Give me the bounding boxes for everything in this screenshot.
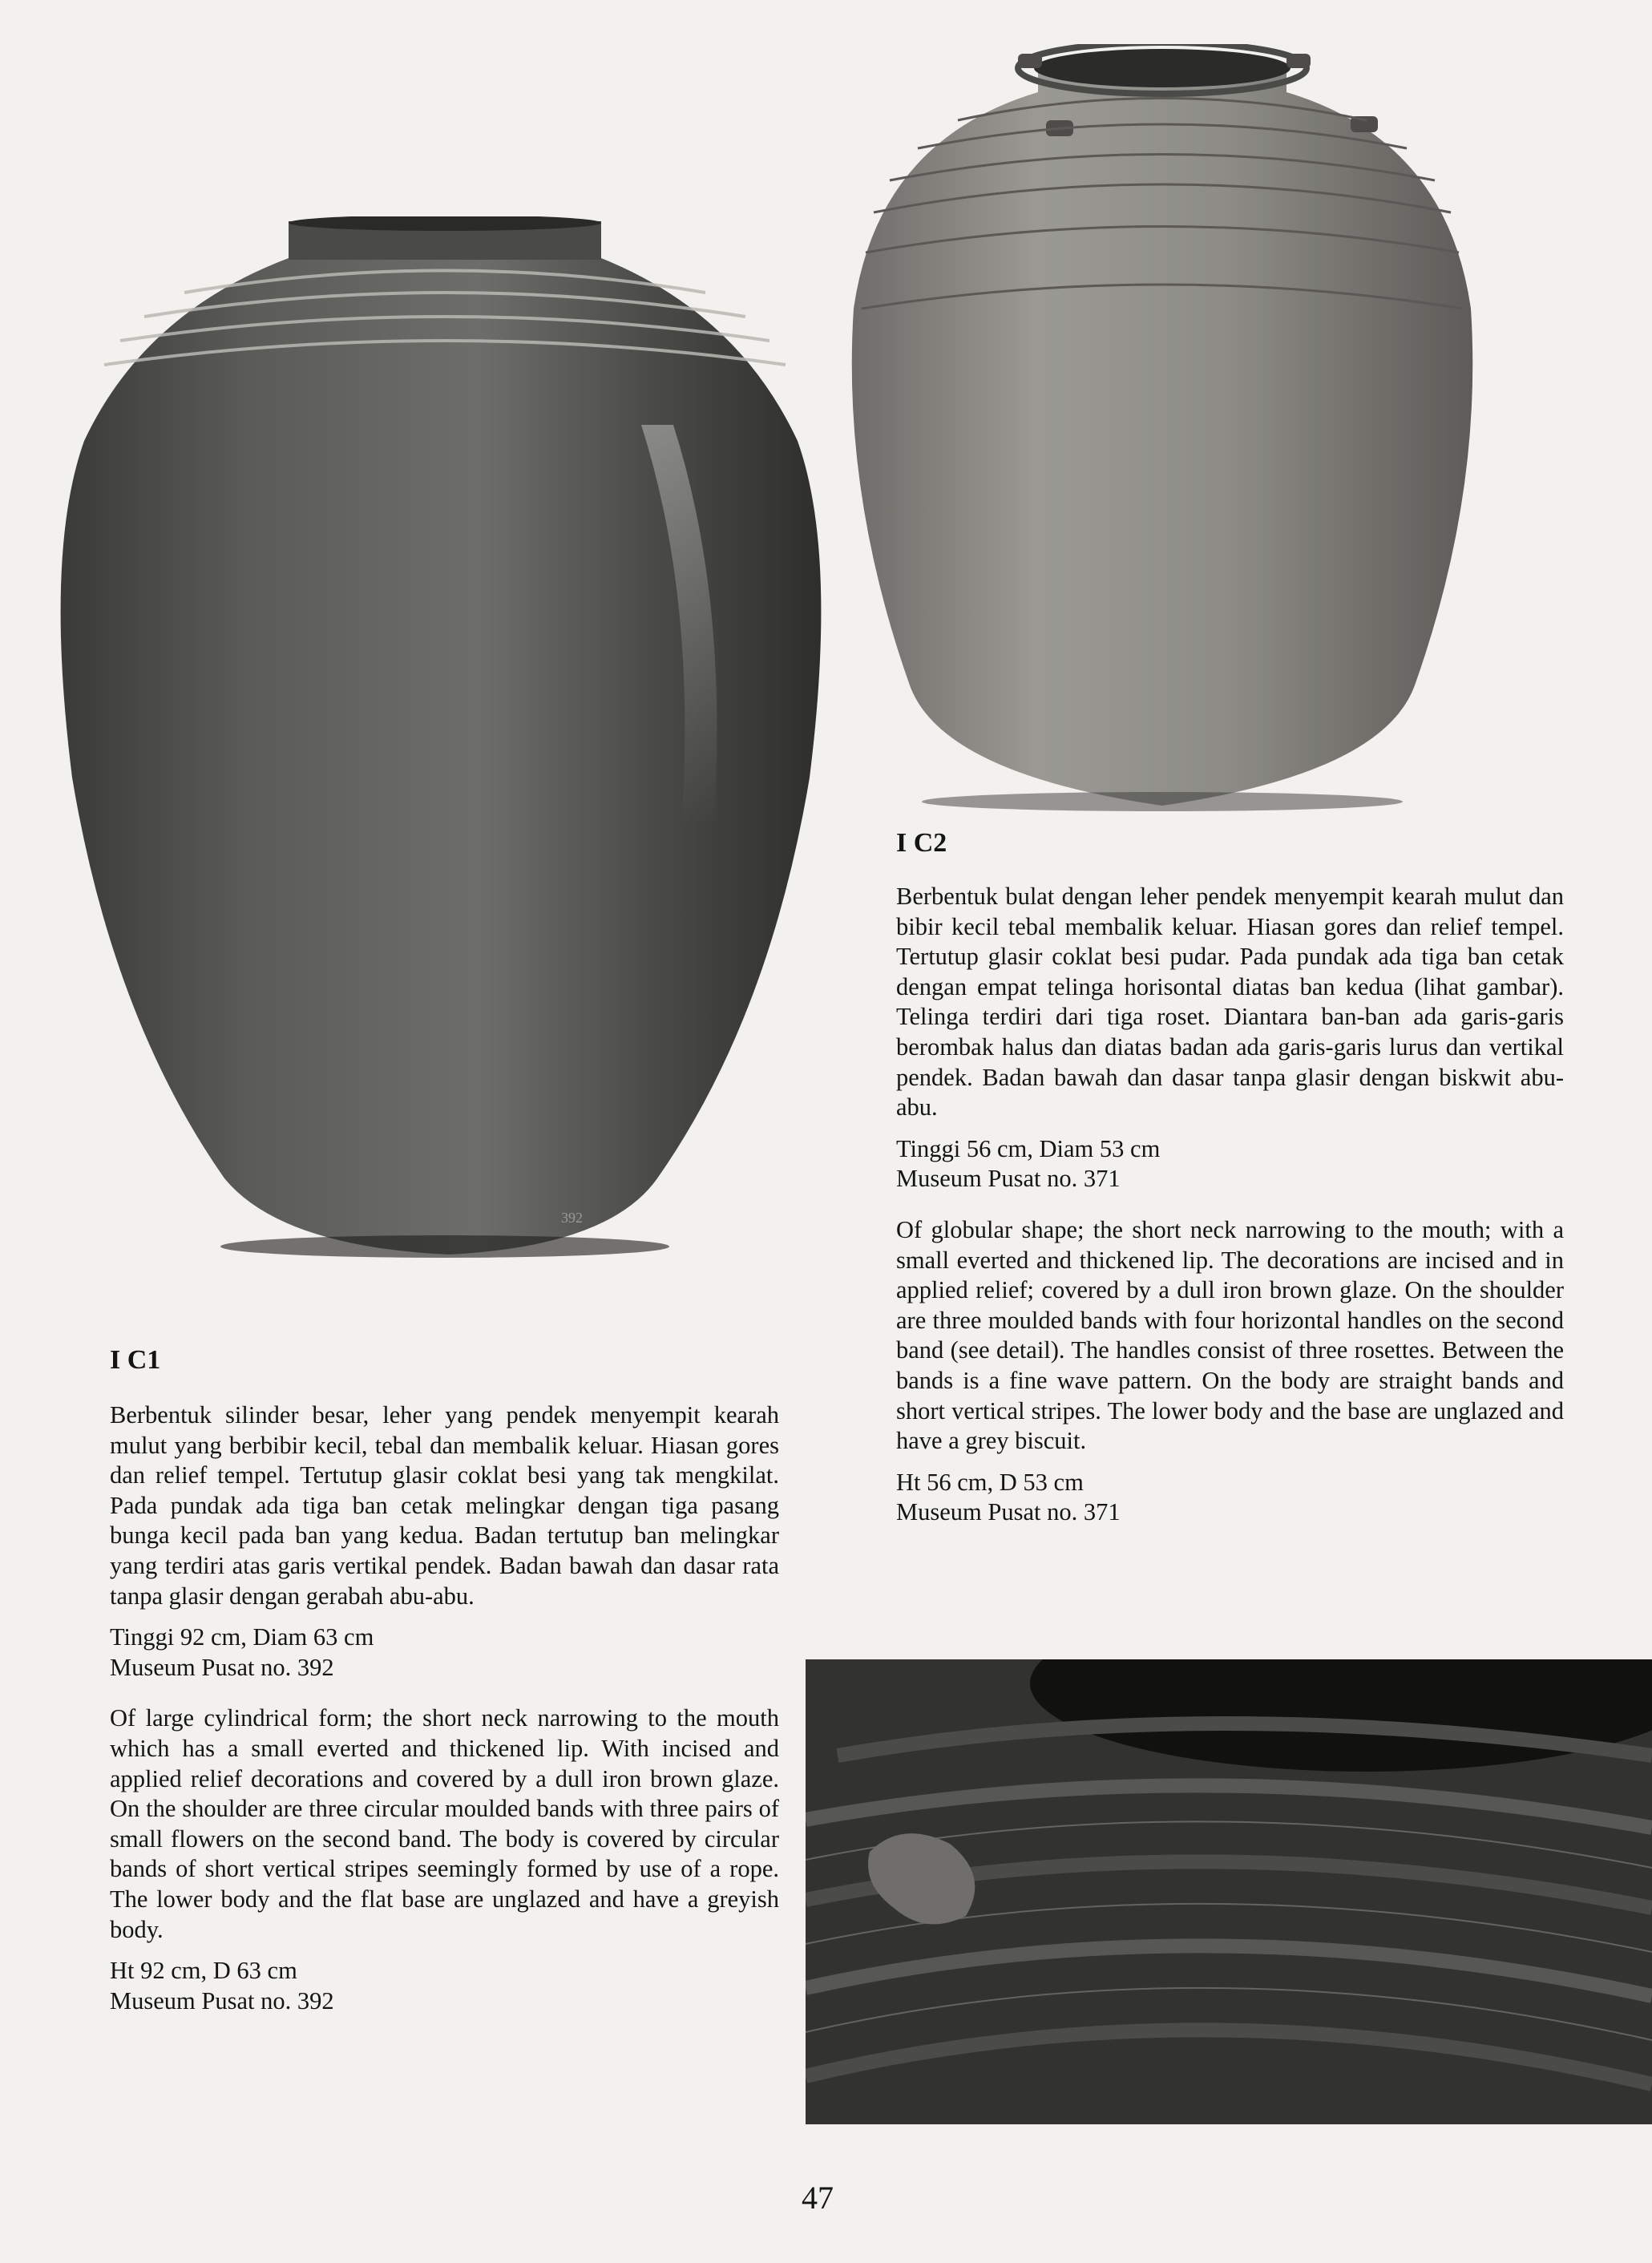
- entry-c1-indonesian-museum: Museum Pusat no. 392: [110, 1653, 334, 1681]
- detail-shoulder-photo: [806, 1659, 1652, 2124]
- entry-c2-english: Of globular shape; the short neck narrowing to the mouth; with a small everted and thickened lip. The decorations are incised and in applied relief; covered by a dull iron brown glaze. On the shoulder are three moulded bands with four horizontal handles on the second band (see detail). The handles consist of three rosettes. Between the bands is a fine wave pattern. On the body are straight bands and short vertical stripes. The lower body and the base are unglazed and have a grey biscuit.: [896, 1215, 1564, 1455]
- jar-c1-illustration: [48, 216, 834, 1275]
- entry-c1-english-museum: Museum Pusat no. 392: [110, 1986, 334, 2014]
- page-number: 47: [802, 2180, 834, 2216]
- jar-c2-photo: [838, 44, 1487, 818]
- entry-c1-english: Of large cylindrical form; the short neck narrowing to the mouth which has a small everted and thickened lip. With incised and applied relief decorations and covered by a dull iron brown glaze. On the shoulder are three circular moulded bands with three pairs of small flowers on the second band. The body is covered by circular bands of short vertical stripes seemingly formed by use of a rope. The lower body and the flat base are unglazed and have a greyish body.: [110, 1704, 779, 1943]
- entry-c2-english-museum: Museum Pusat no. 371: [896, 1498, 1121, 1526]
- entry-c2-indonesian: Berbentuk bulat dengan leher pendek menyempit kearah mulut dan bibir kecil tebal membalik keluar. Hiasan gores dan relief tempel. Tertutup glasir coklat besi pudar. Pada pundak ada tiga ban cetak dengan empat telinga horisontal diatas ban kedua (lihat gambar). Telinga terdiri dari tiga roset. Diantara ban-ban ada garis-garis berombak halus dan diatas badan ada garis-garis lurus dan vertikal pendek. Badan bawah dan dasar tanpa glasir dengan biskwit abu-abu.: [896, 883, 1564, 1121]
- entry-c2-english-dims: Ht 56 cm, D 53 cm: [896, 1468, 1084, 1496]
- entry-c1-english-dims: Ht 92 cm, D 63 cm: [110, 1957, 297, 1985]
- entry-c2: [896, 827, 1564, 1528]
- entry-c1-indonesian: Berbentuk silinder besar, leher yang pendek menyempit kearah mulut yang berbibir kecil, tebal dan membalik keluar. Hiasan gores dan relief tempel. Tertutup glasir coklat besi yang tak mengkilat. Pada pundak ada tiga ban cetak melingkar dengan tiga pasang bunga kecil pada ban yang kedua. Badan tertutup ban melingkar yang terdiri atas garis vertikal pendek. Badan bawah dan dasar rata tanpa glasir dengan gerabah abu-abu.: [110, 1401, 779, 1610]
- jar-c1-photo: [48, 216, 834, 1275]
- entry-c2-indonesian-museum: Museum Pusat no. 371: [896, 1165, 1121, 1193]
- entry-c1-heading: I C1: [110, 1345, 161, 1375]
- entry-c2-heading: I C2: [896, 828, 947, 858]
- jar-c1-mark: 392: [561, 1210, 583, 1226]
- entry-c1-indonesian-dims: Tinggi 92 cm, Diam 63 cm: [110, 1623, 374, 1651]
- jar-c2-illustration: [838, 44, 1487, 818]
- detail-illustration: [806, 1659, 1652, 2124]
- entry-c2-indonesian-dims: Tinggi 56 cm, Diam 53 cm: [896, 1134, 1161, 1162]
- entry-c1: [110, 1344, 779, 2016]
